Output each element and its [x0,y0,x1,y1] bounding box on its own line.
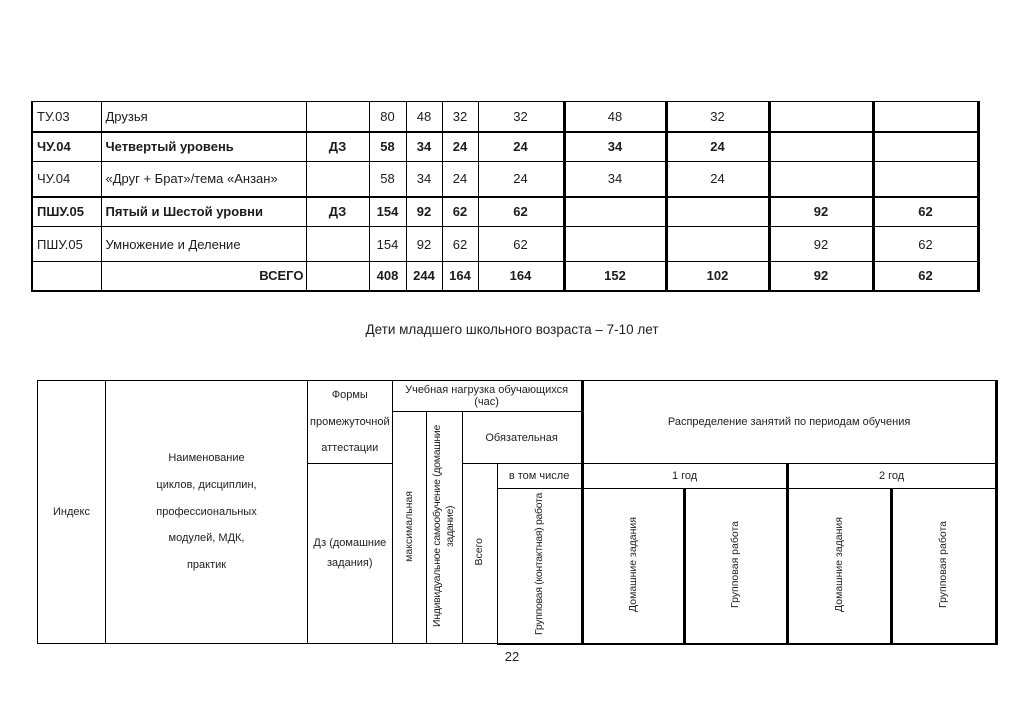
index-cell: ПШУ.05 [32,197,101,227]
self-study-cell: 48 [406,102,442,132]
y2-home-cell [769,132,873,162]
table-row [32,132,978,162]
y1-group-cell [666,197,769,227]
name-cell: Умножение и Деление [101,227,306,262]
dz-header: Дз (домашние задания) [308,464,393,644]
self-study-header [426,412,462,644]
distribution-header: Распределение занятий по периодам обучения [582,381,996,464]
year2-home-header [787,489,891,644]
y1-home-cell: 152 [564,262,666,291]
self-study-label: Индивидуальное самообучение (домашние задание) [430,425,457,627]
y2-home-cell: 92 [769,262,873,291]
max-cell: 154 [369,227,406,262]
table-row [32,102,978,132]
form-cell: ДЗ [306,197,369,227]
y1-group-cell: 24 [666,162,769,197]
group-contact-cell: 62 [478,197,564,227]
y1-home-cell [564,197,666,227]
section-caption: Дети младшего школьного возраста – 7-10 лет [365,322,659,337]
year2-home-label: Домашние задания [832,516,845,612]
curriculum-header-table [37,380,998,645]
y1-home-cell: 34 [564,162,666,197]
y1-home-cell: 34 [564,132,666,162]
y2-home-cell [769,162,873,197]
year2-group-label: Групповая работа [937,520,950,608]
header-row-1 [38,381,997,412]
name-cell: Пятый и Шестой уровни [101,197,306,227]
y1-home-cell: 48 [564,102,666,132]
y2-group-cell: 62 [873,262,978,291]
self-study-cell: 244 [406,262,442,291]
y2-group-cell [873,102,978,132]
including-header: в том числе [497,464,582,489]
form-cell [306,262,369,291]
group-contact-cell: 62 [478,227,564,262]
self-study-cell: 92 [406,227,442,262]
y1-group-cell: 24 [666,132,769,162]
year1-home-header [582,489,684,644]
year1-group-header [684,489,787,644]
year1-home-label: Домашние задания [626,516,639,612]
total-label: Всего [473,538,486,566]
max-cell: 154 [369,197,406,227]
total-cell: 24 [442,132,478,162]
group-contact-cell: 164 [478,262,564,291]
max-cell: 58 [369,132,406,162]
curriculum-totals-table [31,101,980,292]
max-cell: 80 [369,102,406,132]
year2-header: 2 год [787,464,996,489]
index-cell: ЧУ.04 [32,162,101,197]
group-contact-label: Групповая (контактная) работа [532,493,545,636]
study-load-header: Учебная нагрузка обучающихся (час) [392,381,582,412]
y1-group-cell: 32 [666,102,769,132]
y2-group-cell [873,162,978,197]
self-study-cell: 34 [406,162,442,197]
year2-group-header [891,489,996,644]
y2-home-cell: 92 [769,227,873,262]
y2-group-cell: 62 [873,197,978,227]
index-header: Индекс [38,381,106,644]
form-cell [306,102,369,132]
total-label-cell: ВСЕГО [101,262,306,291]
index-cell: ТУ.03 [32,102,101,132]
forms-header: Формы промежуточной аттестации [308,381,393,464]
y1-group-cell [666,227,769,262]
year1-group-label: Групповая работа [729,520,742,608]
total-cell: 62 [442,197,478,227]
page-number: 22 [504,649,520,664]
table-row [32,162,978,197]
max-cell: 408 [369,262,406,291]
total-cell: 164 [442,262,478,291]
y2-home-cell [769,102,873,132]
max-load-header [392,412,426,644]
index-cell: ЧУ.04 [32,132,101,162]
self-study-cell: 92 [406,197,442,227]
name-cell: «Друг + Брат»/тема «Анзан» [101,162,306,197]
group-contact-cell: 24 [478,132,564,162]
group-contact-header [497,489,582,644]
max-load-label: максимальная [402,490,415,562]
y2-group-cell [873,132,978,162]
year1-header: 1 год [582,464,787,489]
y2-home-cell: 92 [769,197,873,227]
table-row [32,227,978,262]
form-cell: ДЗ [306,132,369,162]
max-cell: 58 [369,162,406,197]
self-study-cell: 34 [406,132,442,162]
total-row [32,262,978,291]
y1-home-cell [564,227,666,262]
table-row [32,197,978,227]
form-cell [306,162,369,197]
name-cell: Друзья [101,102,306,132]
y2-group-cell: 62 [873,227,978,262]
index-cell [32,262,101,291]
form-cell [306,227,369,262]
group-contact-cell: 32 [478,102,564,132]
y1-group-cell: 102 [666,262,769,291]
total-cell: 32 [442,102,478,132]
group-contact-cell: 24 [478,162,564,197]
total-header [462,464,497,644]
name-cell: Четвертый уровень [101,132,306,162]
mandatory-header: Обязательная [462,412,582,464]
name-header: Наименование циклов, дисциплин, профессиональных модулей, МДК, практик [106,381,308,644]
index-cell: ПШУ.05 [32,227,101,262]
total-cell: 62 [442,227,478,262]
total-cell: 24 [442,162,478,197]
